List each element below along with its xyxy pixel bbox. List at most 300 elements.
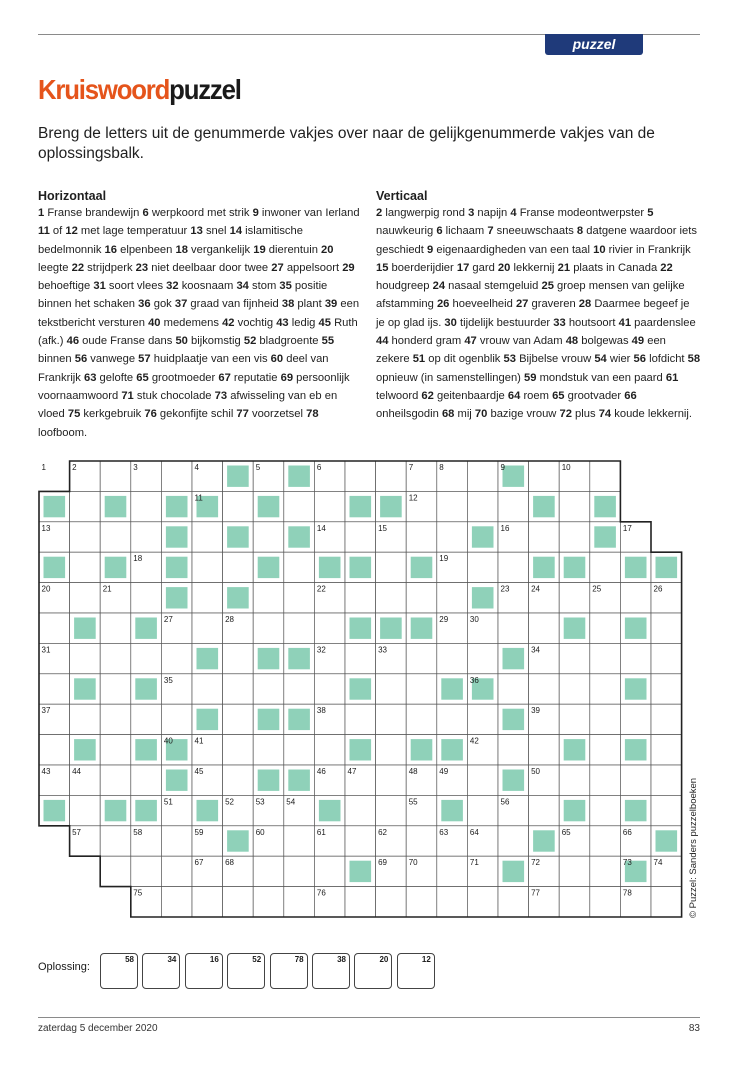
grid-cell[interactable] <box>498 735 529 765</box>
grid-cell[interactable] <box>559 704 590 734</box>
grid-cell[interactable] <box>100 674 131 704</box>
cell-number: 69 <box>378 858 388 868</box>
grid-cell[interactable] <box>590 887 621 917</box>
grid-cell[interactable] <box>590 856 621 886</box>
grid-cell[interactable] <box>376 583 407 613</box>
grid-cell[interactable] <box>651 704 682 734</box>
solution-box[interactable] <box>312 953 350 989</box>
grid-cell[interactable] <box>100 735 131 765</box>
grid-cell[interactable] <box>70 491 101 521</box>
solution-box-number: 12 <box>421 955 431 964</box>
vertical-clue-text: Daarmee begeef je je op glad ijs. <box>376 298 690 329</box>
grid-cell[interactable] <box>223 735 254 765</box>
black-square <box>350 618 372 639</box>
grid-cell[interactable] <box>437 583 468 613</box>
vertical-clue-number: 66 <box>624 389 637 402</box>
cell-number: 17 <box>622 523 632 533</box>
grid-cell[interactable] <box>345 826 376 856</box>
grid-cell[interactable] <box>284 735 315 765</box>
horizontal-clue-number: 14 <box>229 225 243 238</box>
grid-cell[interactable] <box>70 552 101 582</box>
grid-cell[interactable] <box>590 826 621 856</box>
black-square <box>44 557 66 578</box>
grid-cell[interactable] <box>192 674 223 704</box>
grid-cell[interactable] <box>192 583 223 613</box>
grid-cell[interactable] <box>467 552 498 582</box>
cell-number: 18 <box>133 554 143 564</box>
black-square <box>411 618 433 639</box>
horizontal-clue-number: 37 <box>174 298 188 311</box>
grid-cell[interactable] <box>406 826 437 856</box>
grid-cell[interactable] <box>345 887 376 917</box>
horizontal-clue-number: 75 <box>67 408 81 421</box>
cell-number: 34 <box>531 645 541 655</box>
horizontal-clue-number: 69 <box>280 371 294 384</box>
grid-cell[interactable] <box>651 613 682 643</box>
vertical-clue-number: 58 <box>687 353 701 366</box>
vertical-clue-text: eigenaardigheden van een taal <box>433 243 594 256</box>
grid-cell[interactable] <box>161 461 192 491</box>
grid-cell[interactable] <box>100 643 131 673</box>
grid-cell[interactable] <box>253 583 284 613</box>
cell-number: 49 <box>439 767 449 776</box>
grid-cell[interactable] <box>559 674 590 704</box>
vertical-clue-number: 65 <box>552 389 565 402</box>
grid-cell[interactable] <box>406 704 437 734</box>
grid-cell[interactable] <box>559 583 590 613</box>
grid-cell[interactable] <box>100 613 131 643</box>
black-square <box>350 739 372 760</box>
vertical-clue-text: een zekere <box>376 335 666 366</box>
grid-cell[interactable] <box>467 887 498 917</box>
horizontal-clue-text: leegte <box>38 261 72 274</box>
grid-cell[interactable] <box>376 735 407 765</box>
grid-cell[interactable] <box>345 583 376 613</box>
black-square <box>441 800 463 821</box>
vertical-clue-text: plaats in Canada <box>570 261 661 274</box>
horizontal-clue-number: 39 <box>324 298 338 311</box>
grid-cell[interactable] <box>406 522 437 552</box>
cell-number: 60 <box>255 827 265 837</box>
horizontal-clue-text: Ruth (afk.) <box>38 316 358 348</box>
black-square <box>564 618 586 639</box>
grid-cell[interactable] <box>529 613 560 643</box>
grid-cell[interactable] <box>314 856 345 886</box>
cell-number: 64 <box>469 827 479 837</box>
grid-cell[interactable] <box>70 643 101 673</box>
grid-cell[interactable] <box>100 856 131 886</box>
grid-cell[interactable] <box>345 704 376 734</box>
grid-cell[interactable] <box>559 856 590 886</box>
cell-number: 26 <box>653 584 663 594</box>
black-square <box>625 800 647 821</box>
grid-cell[interactable] <box>161 704 192 734</box>
horizontal-clue-text: of <box>49 225 66 238</box>
grid-cell[interactable] <box>620 643 651 673</box>
grid-cell[interactable] <box>345 461 376 491</box>
grid-cell[interactable] <box>376 795 407 825</box>
black-square <box>258 496 280 517</box>
grid-cell[interactable] <box>39 613 70 643</box>
solution-box[interactable] <box>185 953 223 989</box>
grid-cell[interactable] <box>437 491 468 521</box>
horizontal-clue-number: 31 <box>93 280 106 293</box>
grid-cell[interactable] <box>559 643 590 673</box>
grid-cell[interactable] <box>100 826 131 856</box>
grid-cell[interactable] <box>559 765 590 795</box>
black-square <box>197 800 219 821</box>
grid-cell[interactable] <box>467 643 498 673</box>
solution-box[interactable] <box>354 953 392 989</box>
grid-cell[interactable] <box>39 735 70 765</box>
horizontal-clue-number: 13 <box>190 225 203 238</box>
horizontal-clue-number: 19 <box>253 243 266 256</box>
grid-cell[interactable] <box>192 887 223 917</box>
cell-number: 31 <box>41 645 51 655</box>
grid-cell[interactable] <box>498 552 529 582</box>
vertical-clue-text: Franse modeontwerpster <box>516 207 648 219</box>
grid-cell[interactable] <box>376 887 407 917</box>
grid-cell[interactable] <box>161 856 192 886</box>
grid-cell[interactable] <box>345 795 376 825</box>
vertical-clue-text: op dit ogenblik <box>425 353 504 366</box>
black-square <box>288 526 310 547</box>
grid-cell[interactable] <box>529 461 560 491</box>
black-square <box>503 861 525 882</box>
solution-box-number: 38 <box>337 955 346 964</box>
cell-number: 22 <box>316 584 326 594</box>
cell-number: 63 <box>439 827 449 837</box>
grid-cell[interactable] <box>131 491 162 521</box>
grid-cell[interactable] <box>529 522 560 552</box>
black-square <box>44 800 66 821</box>
grid-cell[interactable] <box>406 643 437 673</box>
vertical-clue-text: bazige vrouw <box>487 408 560 421</box>
vertical-clue-number: 62 <box>421 389 434 402</box>
vertical-clue-text: langwerpig rond <box>382 207 469 219</box>
vertical-clue-number: 30 <box>444 316 457 329</box>
vertical-clue-number: 61 <box>665 371 679 384</box>
grid-cell[interactable] <box>437 522 468 552</box>
grid-cell[interactable] <box>161 643 192 673</box>
cell-number: 52 <box>225 797 235 807</box>
grid-cell[interactable] <box>223 674 254 704</box>
vertical-clue-text: mondstuk van een paard <box>536 371 666 384</box>
vertical-clue-number: 54 <box>594 353 607 366</box>
vertical-clue-text: hoeveelheid <box>449 298 516 311</box>
horizontal-clue-text: loofboom. <box>38 426 88 439</box>
grid-cell[interactable] <box>284 674 315 704</box>
horizontal-clue-text: gok <box>150 298 175 311</box>
grid-cell[interactable] <box>651 735 682 765</box>
grid-cell[interactable] <box>376 765 407 795</box>
cell-number: 78 <box>622 888 632 898</box>
grid-cell[interactable] <box>467 704 498 734</box>
grid-cell[interactable] <box>437 856 468 886</box>
black-square <box>166 557 188 578</box>
grid-cell[interactable] <box>70 795 101 825</box>
title-part-1: Kruiswoord <box>38 74 170 105</box>
black-square <box>564 557 586 578</box>
cell-number: 21 <box>102 584 112 594</box>
grid-cell[interactable] <box>223 552 254 582</box>
vertical-clue-text: boerderijdier <box>388 261 457 274</box>
black-square <box>350 678 372 699</box>
grid-cell[interactable] <box>651 674 682 704</box>
horizontal-clue-number: 12 <box>65 225 78 238</box>
cell-number: 46 <box>316 767 326 776</box>
grid-cell[interactable] <box>651 765 682 795</box>
grid-cell[interactable] <box>314 735 345 765</box>
horizontal-clue-number: 9 <box>252 207 259 219</box>
grid-cell[interactable] <box>100 522 131 552</box>
black-square <box>227 587 249 608</box>
vertical-clue-text: wier <box>606 353 634 366</box>
grid-cell[interactable] <box>498 887 529 917</box>
black-square <box>656 557 678 578</box>
solution-box-number: 52 <box>252 955 262 964</box>
grid-cell[interactable] <box>559 491 590 521</box>
grid-cell[interactable] <box>131 765 162 795</box>
cell-number: 16 <box>500 523 510 533</box>
vertical-clue-number: 7 <box>487 225 494 238</box>
cell-number: 48 <box>408 767 418 776</box>
grid-cell[interactable] <box>284 887 315 917</box>
vertical-clue-number: 47 <box>464 335 477 348</box>
cell-number: 73 <box>622 858 632 868</box>
grid-cell[interactable] <box>253 522 284 552</box>
cell-number: 74 <box>653 858 663 868</box>
horizontal-clue-text: ledig <box>288 316 319 329</box>
grid-cell[interactable] <box>620 583 651 613</box>
grid-cell[interactable] <box>437 643 468 673</box>
grid-cell[interactable] <box>223 491 254 521</box>
grid-cell[interactable] <box>376 674 407 704</box>
grid-cell[interactable] <box>100 704 131 734</box>
grid-cell[interactable] <box>314 613 345 643</box>
horizontal-clue-number: 45 <box>318 316 331 329</box>
horizontal-clue-text: werpkoord met strik <box>148 207 253 219</box>
horizontal-clue-number: 76 <box>144 408 157 421</box>
grid-cell[interactable] <box>590 704 621 734</box>
horizontal-clue-number: 18 <box>175 243 188 256</box>
vertical-clue-number: 17 <box>456 261 470 274</box>
grid-cell[interactable] <box>467 795 498 825</box>
grid-cell[interactable] <box>345 522 376 552</box>
grid-cell[interactable] <box>131 704 162 734</box>
grid-cell[interactable] <box>284 552 315 582</box>
horizontal-clue-text: vanwege <box>87 353 139 366</box>
grid-cell[interactable] <box>651 643 682 673</box>
cell-number: 55 <box>408 797 418 807</box>
grid-cell[interactable] <box>161 826 192 856</box>
black-square <box>197 709 219 730</box>
grid-cell[interactable] <box>498 826 529 856</box>
grid-cell[interactable] <box>467 461 498 491</box>
grid-cell[interactable] <box>253 856 284 886</box>
vertical-clue-text: paardenslee <box>631 316 696 329</box>
horizontal-clue-number: 50 <box>175 335 188 348</box>
horizontal-clue-text: gelofte <box>96 371 137 384</box>
grid-cell[interactable] <box>314 674 345 704</box>
grid-cell[interactable] <box>253 674 284 704</box>
cell-number: 6 <box>316 463 322 472</box>
grid-cell[interactable] <box>406 887 437 917</box>
black-square <box>44 496 66 517</box>
black-square <box>625 739 647 760</box>
grid-cell[interactable] <box>376 704 407 734</box>
grid-cell[interactable] <box>498 674 529 704</box>
grid-cell[interactable] <box>131 643 162 673</box>
vertical-clue-number: 44 <box>376 335 389 348</box>
grid-cell[interactable] <box>284 826 315 856</box>
cell-number: 19 <box>439 554 449 564</box>
grid-cell[interactable] <box>406 674 437 704</box>
black-square <box>319 800 341 821</box>
black-square <box>135 739 157 760</box>
horizontal-clue-text: soort vlees <box>105 280 167 293</box>
grid-cell[interactable] <box>467 765 498 795</box>
grid-cell[interactable] <box>590 795 621 825</box>
grid-cell[interactable] <box>131 583 162 613</box>
grid-cell[interactable] <box>161 887 192 917</box>
grid-cell[interactable] <box>70 704 101 734</box>
grid-cell[interactable] <box>529 674 560 704</box>
cell-number: 65 <box>561 827 571 837</box>
vertical-clue-number: 9 <box>427 243 434 256</box>
black-square <box>74 678 96 699</box>
grid-cell[interactable] <box>376 552 407 582</box>
grid-cell[interactable] <box>590 765 621 795</box>
horizontal-clue-text: persoonlijk voornaamwoord <box>38 371 350 402</box>
grid-cell[interactable] <box>437 887 468 917</box>
grid-cell[interactable] <box>529 735 560 765</box>
grid-cell[interactable] <box>437 704 468 734</box>
solution-box-number: 78 <box>294 955 304 964</box>
vertical-clue-text: koude lekkernij. <box>611 408 692 421</box>
grid-cell[interactable] <box>651 887 682 917</box>
grid-cell[interactable] <box>620 704 651 734</box>
grid-cell[interactable] <box>223 765 254 795</box>
grid-cell[interactable] <box>406 583 437 613</box>
solution-box[interactable] <box>100 953 138 989</box>
grid-cell[interactable] <box>39 674 70 704</box>
vertical-clue-text: houdgreep <box>376 280 433 293</box>
grid-cell[interactable] <box>559 887 590 917</box>
grid-cell[interactable] <box>253 613 284 643</box>
vertical-clue-number: 48 <box>565 335 579 348</box>
grid-cell[interactable] <box>590 461 621 491</box>
black-square <box>288 770 310 791</box>
grid-cell[interactable] <box>590 643 621 673</box>
vertical-clue-text: plus <box>571 408 599 421</box>
horizontal-clue-text: kerkgebruik <box>80 408 145 421</box>
horizontal-clue-text: graad van fijnheid <box>187 298 282 311</box>
grid-cell[interactable] <box>70 583 101 613</box>
black-square <box>411 739 433 760</box>
cell-number: 10 <box>561 463 571 472</box>
page-number: 83 <box>688 1023 700 1034</box>
horizontal-clue-text: dierentuin <box>265 243 322 256</box>
grid-cell[interactable] <box>223 704 254 734</box>
black-square <box>656 830 678 851</box>
vertical-clue-text: telwoord <box>376 389 422 402</box>
solution-box[interactable] <box>397 953 435 989</box>
grid-cell[interactable] <box>590 735 621 765</box>
grid-cell[interactable] <box>284 583 315 613</box>
grid-cell[interactable] <box>590 613 621 643</box>
grid-cell[interactable] <box>284 613 315 643</box>
grid-cell[interactable] <box>559 522 590 552</box>
grid-cell[interactable] <box>529 795 560 825</box>
black-square <box>258 557 280 578</box>
grid-cell[interactable] <box>651 795 682 825</box>
grid-cell[interactable] <box>70 522 101 552</box>
vertical-clue-text: datgene waardoor iets geschiedt <box>376 225 697 256</box>
horizontal-clue-number: 6 <box>142 207 149 219</box>
grid-cell[interactable] <box>192 552 223 582</box>
grid-cell[interactable] <box>100 461 131 491</box>
grid-cell[interactable] <box>376 461 407 491</box>
solution-box[interactable] <box>142 953 180 989</box>
black-square <box>350 557 372 578</box>
grid-cell[interactable] <box>590 674 621 704</box>
grid-cell[interactable] <box>192 613 223 643</box>
black-square <box>503 709 525 730</box>
horizontal-clue-number: 22 <box>71 261 85 274</box>
horizontal-clue-number: 67 <box>218 371 231 384</box>
grid-cell[interactable] <box>100 765 131 795</box>
grid-cell[interactable] <box>620 765 651 795</box>
black-square <box>74 618 96 639</box>
vertical-clue-text: nauwkeurig <box>376 225 437 238</box>
horizontal-clue-number: 40 <box>148 316 161 329</box>
grid-cell[interactable] <box>314 491 345 521</box>
vertical-clue-number: 3 <box>468 207 475 219</box>
grid-cell[interactable] <box>223 643 254 673</box>
grid-cell[interactable] <box>498 491 529 521</box>
horizontal-clue-number: 52 <box>243 335 257 348</box>
solution-box[interactable] <box>270 953 308 989</box>
grid-cell[interactable] <box>284 491 315 521</box>
vertical-clue-number: 56 <box>633 353 646 366</box>
grid-cell[interactable] <box>131 856 162 886</box>
cell-number: 54 <box>286 797 296 807</box>
horizontal-clue-number: 29 <box>342 261 355 274</box>
grid-cell[interactable] <box>498 613 529 643</box>
black-square <box>166 496 188 517</box>
grid-cell[interactable] <box>284 856 315 886</box>
solution-box-number: 16 <box>209 955 219 964</box>
horizontal-clue-text: huidplaatje van een vis <box>150 353 271 366</box>
black-square <box>74 739 96 760</box>
grid-cell[interactable] <box>223 887 254 917</box>
grid-cell[interactable] <box>467 491 498 521</box>
vertical-clue-text: onheilsgodin <box>376 408 442 421</box>
grid-cell[interactable] <box>192 522 223 552</box>
grid-cell[interactable] <box>253 735 284 765</box>
vertical-clue-number: 28 <box>578 298 592 311</box>
grid-cell[interactable] <box>345 643 376 673</box>
vertical-clue-text: tijdelijk bestuurder <box>456 316 554 329</box>
grid-cell[interactable] <box>590 552 621 582</box>
horizontal-clue-text: een tekstbericht versturen <box>38 298 360 329</box>
vertical-clue-text: groep mensen van gelijke afstamming <box>376 280 685 311</box>
grid-cell[interactable] <box>253 887 284 917</box>
black-square <box>258 770 280 791</box>
grid-cell[interactable] <box>131 522 162 552</box>
solution-box[interactable] <box>227 953 265 989</box>
